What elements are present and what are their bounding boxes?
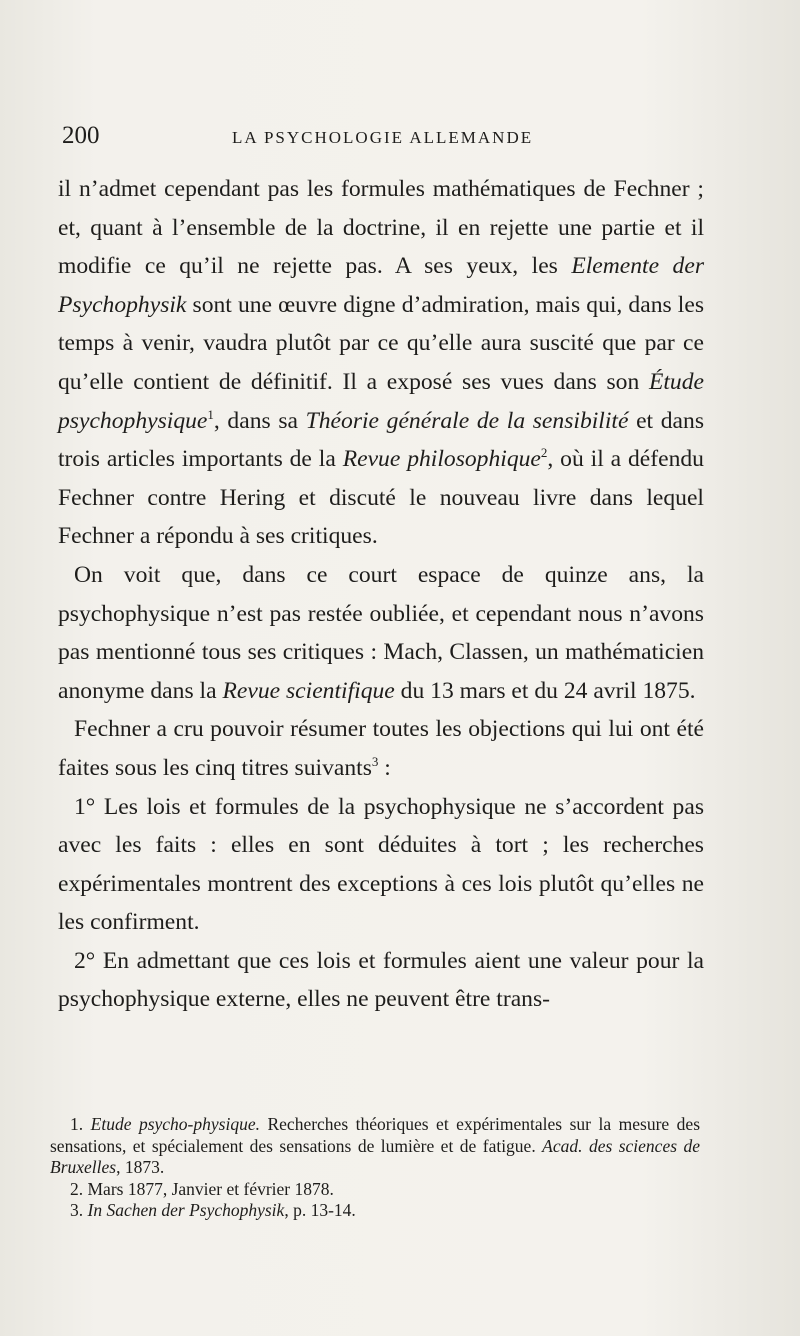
footnote-ref: 2: [540, 445, 548, 461]
book-title: Théorie générale de la sensibilité: [305, 407, 629, 434]
footnote-ref: 1: [207, 406, 214, 422]
footnotes: [50, 1114, 700, 1222]
footnote: 1. Etude psycho-physique. Recherches théoriques et expérimentales sur la mesure des sensations, et spécialement des sensations de lumière et de fatigue. Acad. des sciences de Bruxelles, 1873.: [50, 1114, 701, 1177]
paragraph: 2° En admettant que ces lois et formules aient une valeur pour la psychophysique externe, elles ne peuvent être trans-: [58, 947, 704, 1013]
body-text: [58, 170, 704, 1019]
running-title: LA PSYCHOLOGIE ALLEMANDE: [232, 128, 534, 147]
journal-title: Revue scientifique: [222, 677, 395, 704]
paragraph: il n’admet cependant pas les formules mathématiques de Fechner ; et, quant à l’ensemble de la doctrine, il en rejette une partie et il modifie ce qu’il ne rejette pas. A ses yeux, les Elemente der Psychophysik sont une œuvre digne d’admiration, mais qui, dans les temps à venir, vaudra plutôt par ce qu’elle aura suscité que par ce qu’elle contient de définitif. Il a exposé ses vues dans son Étude psychophysique$^1$, dans sa Théorie générale de la sensibilité et dans trois articles importants de la Revue philosophique$^2$, où il a défendu Fechner contre Hering et discuté le nouveau livre dans lequel Fechner a répondu à ses critiques.: [58, 176, 704, 550]
page-header: [62, 122, 702, 156]
journal-title: Revue philosophique: [342, 446, 541, 473]
paragraph: Fechner a cru pouvoir résumer toutes les objections qui lui ont été faites sous les cinq titres suivants$^3$ :: [58, 716, 704, 781]
footnote: 3. In Sachen der Psychophysik, p. 13-14.: [70, 1200, 356, 1220]
book-title: Étude psychophysique: [58, 368, 704, 434]
footnote-ref: 3: [371, 754, 379, 770]
paragraph: On voit que, dans ce court espace de quinze ans, la psychophysique n’est pas restée oubliée, et cependant nous n’avons pas mentionné tous ses critiques : Mach, Classen, un mathématicien anonyme dans la Revue scientifique du 13 mars et du 24 avril 1875.: [58, 561, 704, 704]
page-number: 200: [62, 122, 100, 149]
book-title: Elemente der Psychophysik: [58, 253, 704, 318]
footnote: 2. Mars 1877, Janvier et février 1878.: [70, 1178, 334, 1199]
paragraph: 1° Les lois et formules de la psychophysique ne s’accordent pas avec les faits : elles en sont déduites à tort ; les recherches expérimentales montrent des exceptions à ces lois plutôt qu’elles ne les confirment.: [58, 793, 704, 936]
